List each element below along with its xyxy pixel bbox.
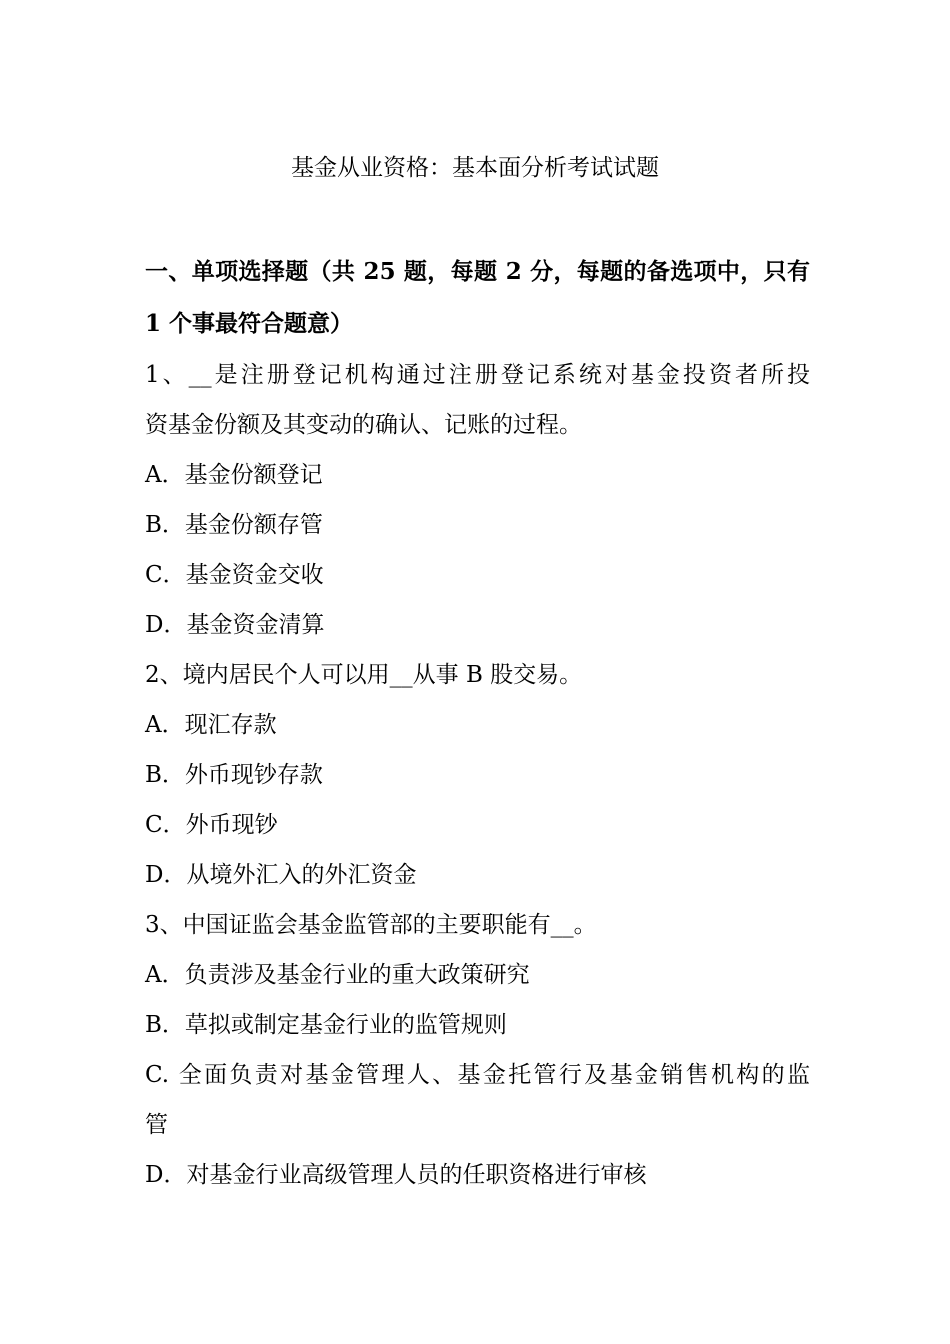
question-stem: 1、__是注册登记机构通过注册登记系统对基金投资者所投: [145, 362, 810, 388]
answer-option: D．对基金行业高级管理人员的任职资格进行审核: [145, 1162, 647, 1188]
answer-option: A．现汇存款: [145, 712, 277, 738]
document-body: [145, 246, 810, 1200]
question-stem: 2、境内居民个人可以用__从事 B 股交易。: [145, 662, 583, 688]
section-heading-line: 一、单项选择题（共 25 题，每题 2 分，每题的备选项中，只有: [145, 258, 810, 285]
answer-option: D．从境外汇入的外汇资金: [145, 862, 417, 888]
section-heading: [145, 246, 810, 350]
answer-option: B．基金份额存管: [145, 512, 323, 538]
answer-option: C. 全面负责对基金管理人、基金托管行及基金销售机构的监: [145, 1062, 810, 1088]
answer-option: A．负责涉及基金行业的重大政策研究: [145, 962, 530, 988]
question: [145, 650, 810, 900]
question-stem: 3、中国证监会基金监管部的主要职能有__。: [145, 912, 597, 938]
document-title: 基金从业资格：基本面分析考试试题: [291, 155, 659, 181]
question: [145, 350, 810, 650]
section-heading-line: 1 个事最符合题意）: [145, 310, 354, 337]
answer-option: C．基金资金交收: [145, 562, 324, 588]
answer-option: B．外币现钞存款: [145, 762, 323, 788]
answer-option-continuation: 管: [145, 1112, 168, 1138]
answer-option: A．基金份额登记: [145, 462, 323, 488]
answer-option: C．外币现钞: [145, 812, 278, 838]
question: [145, 900, 810, 1200]
answer-option: D．基金资金清算: [145, 612, 325, 638]
answer-option: B．草拟或制定基金行业的监管规则: [145, 1012, 507, 1038]
question-stem: 资基金份额及其变动的确认、记账的过程。: [145, 412, 582, 438]
